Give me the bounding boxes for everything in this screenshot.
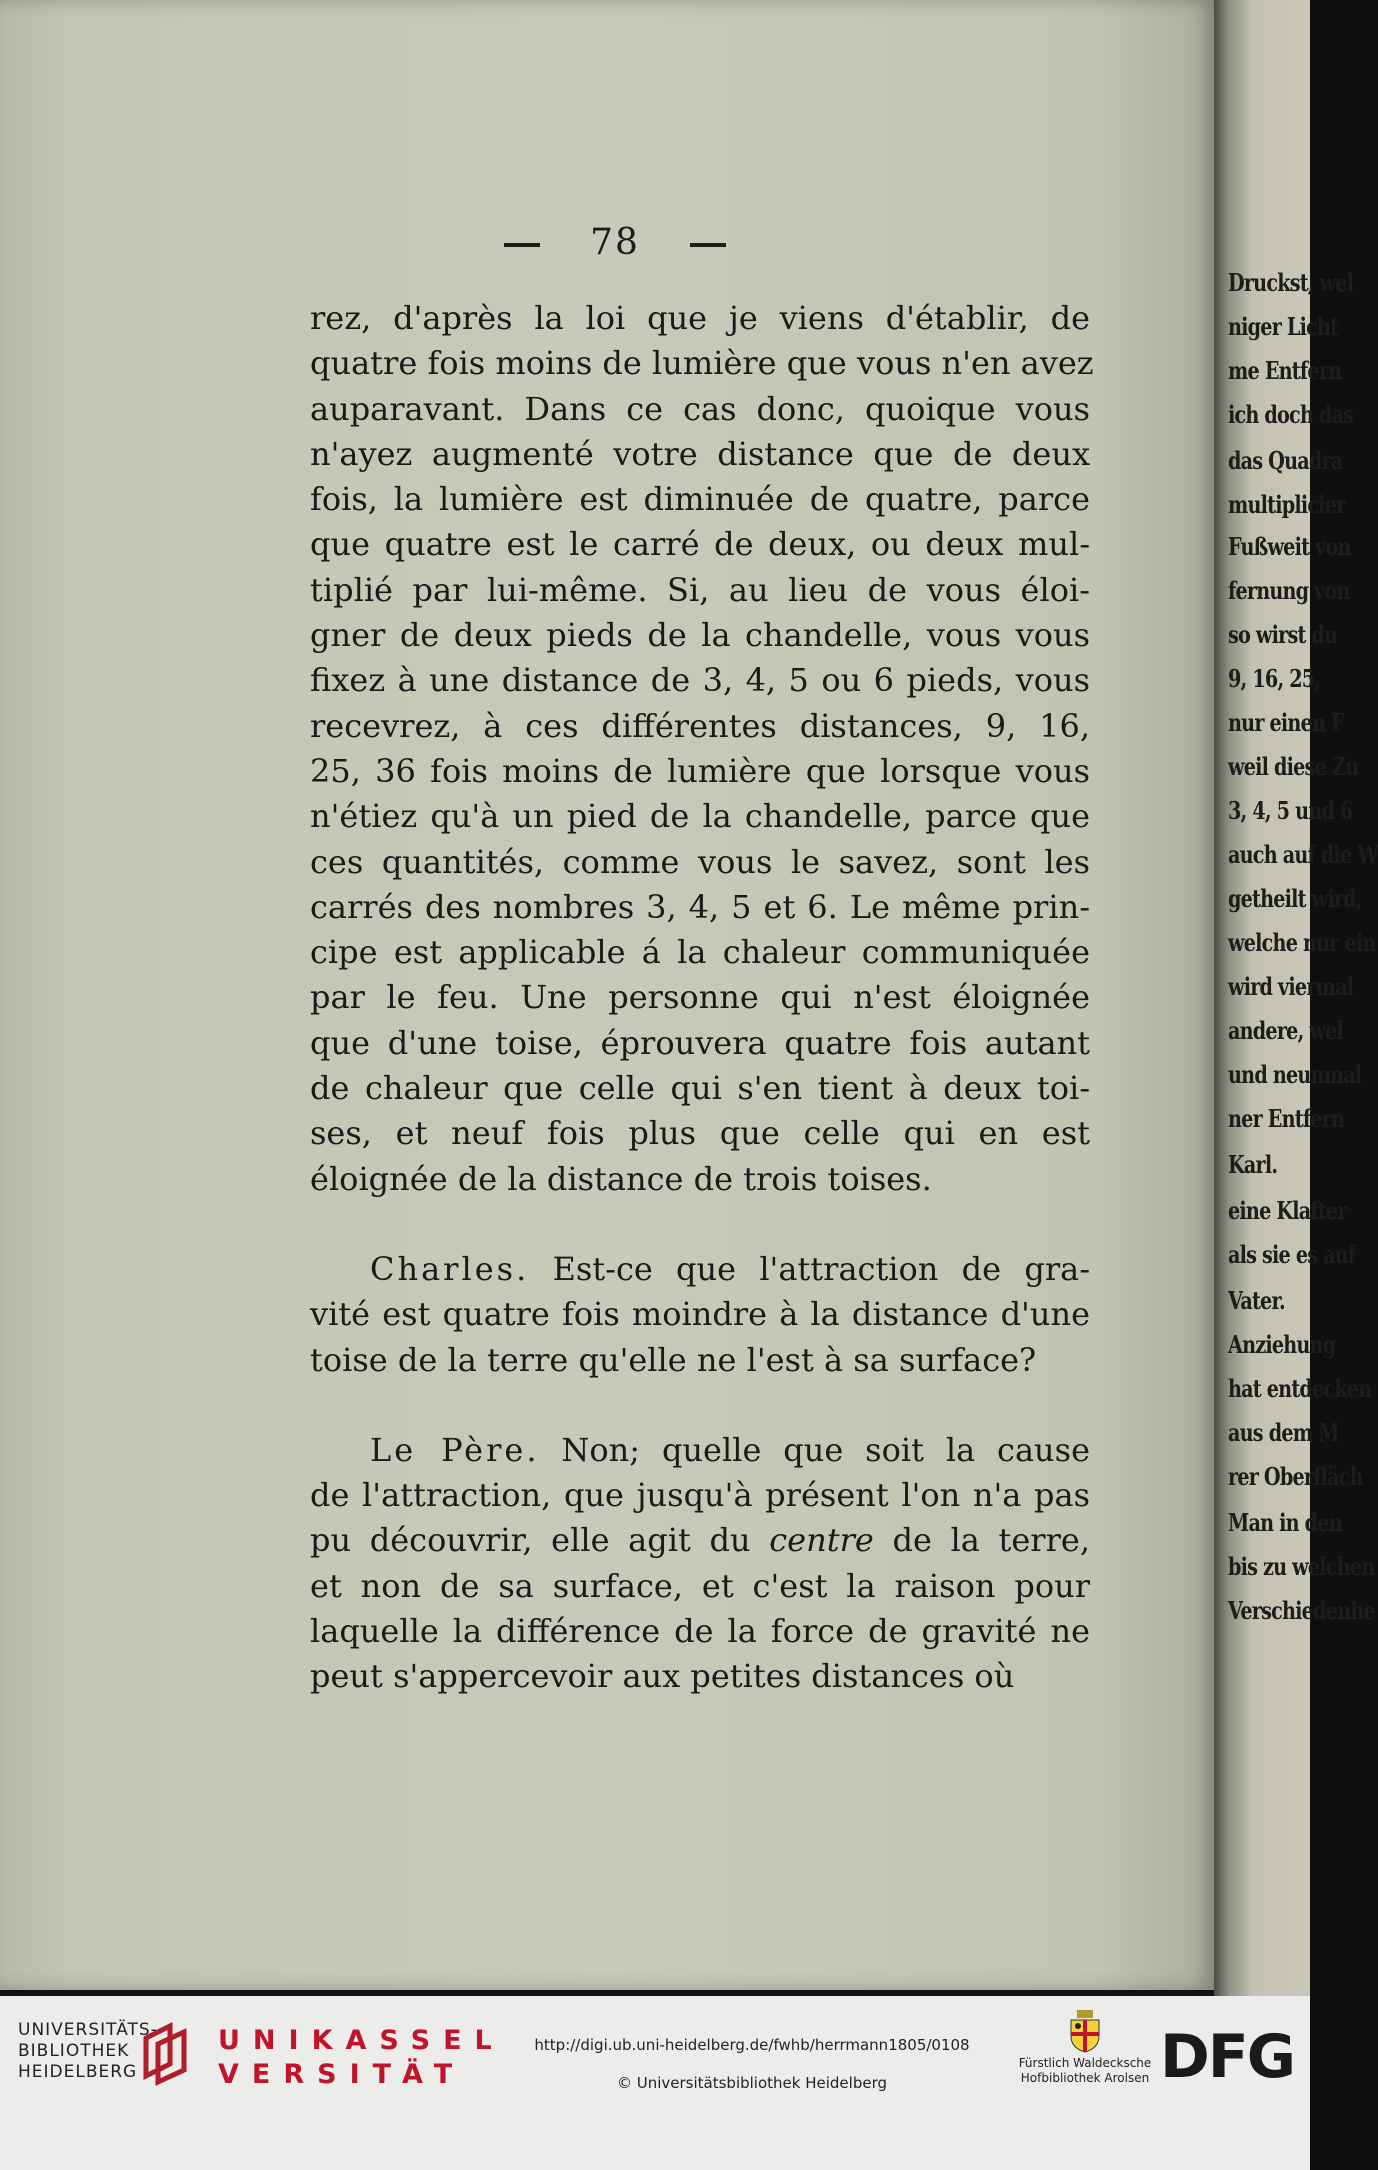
facing-page-line: getheilt wird,	[1228, 884, 1362, 913]
facing-page-line: ner Entfern	[1228, 1104, 1345, 1133]
paragraph-1	[310, 296, 1094, 1202]
facing-page-line: Anziehung	[1228, 1330, 1336, 1359]
text-line: par le feu. Une personne qui n'est éloignée	[310, 978, 1090, 1017]
dash-left	[504, 243, 540, 247]
facing-page-line: auch auf die W	[1228, 840, 1378, 869]
facing-page-line: Fußweit von	[1228, 532, 1351, 561]
dash-right	[690, 243, 726, 247]
facing-page-line: und neunmal	[1228, 1060, 1362, 1089]
facing-page-line: eine Klafter	[1228, 1196, 1347, 1225]
dfg-logo: DFG	[1160, 2022, 1295, 2092]
kassel-logo: UNIKASSEL VERSITÄT	[218, 2025, 505, 2090]
text-line: éloignée de la distance de trois toises.	[310, 1159, 932, 1198]
paragraph-2	[310, 1247, 1090, 1383]
speaker-name: Charles.	[370, 1249, 530, 1288]
text-line: auparavant. Dans ce cas donc, quoique vous	[310, 389, 1090, 428]
facing-page-line: nur einen F	[1228, 708, 1344, 737]
text-line: et non de sa surface, et c'est la raison pour	[310, 1566, 1090, 1605]
text-line: de chaleur que celle qui s'en tient à deux toi-	[310, 1069, 1090, 1108]
facing-page-line: wird viermal	[1228, 972, 1354, 1001]
facing-page-line: so wirst du	[1228, 620, 1338, 649]
text-line: laquelle la différence de la force de gravité ne	[310, 1612, 1090, 1651]
text-line: de l'attraction, que jusqu'à présent l'on n'a pas	[310, 1476, 1090, 1515]
arolsen-library-label: Fürstlich Waldecksche Hofbibliothek Arolsen	[1010, 2010, 1160, 2086]
text-line: gner de deux pieds de la chandelle, vous vous	[310, 616, 1090, 655]
text-line: toise de la terre qu'elle ne l'est à sa surface?	[310, 1340, 1037, 1379]
facing-page-line: als sie es auf	[1228, 1240, 1356, 1269]
facing-page-line: welche nur ein	[1228, 928, 1376, 957]
text-line: pu découvrir, elle agit du centre de la terre,	[310, 1521, 1091, 1560]
text-line: n'ayez augmenté votre distance que de deux	[310, 434, 1090, 473]
body-text	[310, 296, 1094, 1700]
speaker-name: Le Père.	[370, 1430, 540, 1469]
copyright-text: © Universitätsbibliothek Heidelberg	[616, 2074, 887, 2092]
facing-page-line: Karl.	[1228, 1150, 1278, 1179]
text-line: peut s'appercevoir aux petites distances où	[310, 1657, 1015, 1696]
heidelberg-logo-icon	[140, 2018, 192, 2088]
facing-page-line: fernung von	[1228, 576, 1350, 605]
text-line: vité est quatre fois moindre à la distance d'une	[310, 1295, 1090, 1334]
text-line: que d'une toise, éprouvera quatre fois autant	[310, 1023, 1090, 1062]
coat-of-arms-icon	[1068, 2010, 1102, 2052]
text-line: Le Père. Non; quelle que soit la cause	[370, 1430, 1091, 1469]
text-line: que quatre est le carré de deux, ou deux mul-	[310, 525, 1090, 564]
paragraph-3	[310, 1428, 1090, 1700]
text-line: quatre fois moins de lumière que vous n'en avez	[310, 344, 1094, 383]
italic-word: centre	[769, 1521, 874, 1560]
facing-page-line: ich doch das	[1228, 400, 1354, 429]
facing-page-line: aus dem M	[1228, 1418, 1339, 1447]
facing-page-line: das Quadra	[1228, 446, 1343, 475]
text-line: fois, la lumière est diminuée de quatre, parce	[310, 480, 1090, 519]
facing-page-line: hat entdecken	[1228, 1374, 1372, 1403]
text-line: rez, d'après la loi que je viens d'établir, de	[310, 299, 1090, 337]
text-line: carrés des nombres 3, 4, 5 et 6. Le même prin-	[310, 887, 1090, 926]
facing-page-line: Vater.	[1228, 1286, 1285, 1315]
text-line: tiplié par lui-même. Si, au lieu de vous éloi-	[310, 570, 1090, 609]
text-line: recevrez, à ces différentes distances, 9, 16,	[310, 706, 1090, 745]
facing-page-line: bis zu welchen	[1228, 1552, 1375, 1581]
text-line: fixez à une distance de 3, 4, 5 ou 6 pieds, vous	[310, 661, 1090, 700]
facing-page-line: andere, wel	[1228, 1016, 1343, 1045]
text-line: n'étiez qu'à un pied de la chandelle, parce que	[310, 797, 1090, 836]
facing-page-edge	[1214, 0, 1378, 1996]
facing-page-line: weil diese Zu	[1228, 752, 1359, 781]
text-line: ces quantités, comme vous le savez, sont les	[310, 842, 1090, 881]
text-line: ses, et neuf fois plus que celle qui en est	[310, 1114, 1090, 1153]
url-link[interactable]: http://digi.ub.uni-heidelberg.de/fwhb/herrmann1805/0108	[534, 2036, 970, 2054]
text-line: 25, 36 fois moins de lumière que lorsque vous	[310, 751, 1090, 790]
facing-page-line: 9, 16, 25,	[1228, 664, 1321, 693]
source-url	[512, 2026, 992, 2102]
facing-page-line: multiplicier	[1228, 490, 1346, 519]
facing-page-line: rer Oberfläch	[1228, 1462, 1363, 1491]
facing-page-line: me Entfern	[1228, 356, 1342, 385]
facing-page-line: Druckst, wel	[1228, 268, 1354, 297]
text-line: cipe est applicable á la chaleur communiquée	[310, 933, 1090, 972]
text-line: Charles. Est-ce que l'attraction de gra-	[370, 1249, 1091, 1288]
facing-page-line: Verschiedenhe	[1228, 1596, 1375, 1625]
facing-page-line: niger Licht	[1228, 312, 1339, 341]
heidelberg-library-label: UNIVERSITÄTS- BIBLIOTHEK HEIDELBERG	[18, 2020, 158, 2082]
facing-page-line: Man in den	[1228, 1508, 1342, 1537]
page-number: 78	[0, 222, 1230, 263]
facing-page-line: 3, 4, 5 und 6	[1228, 796, 1353, 825]
